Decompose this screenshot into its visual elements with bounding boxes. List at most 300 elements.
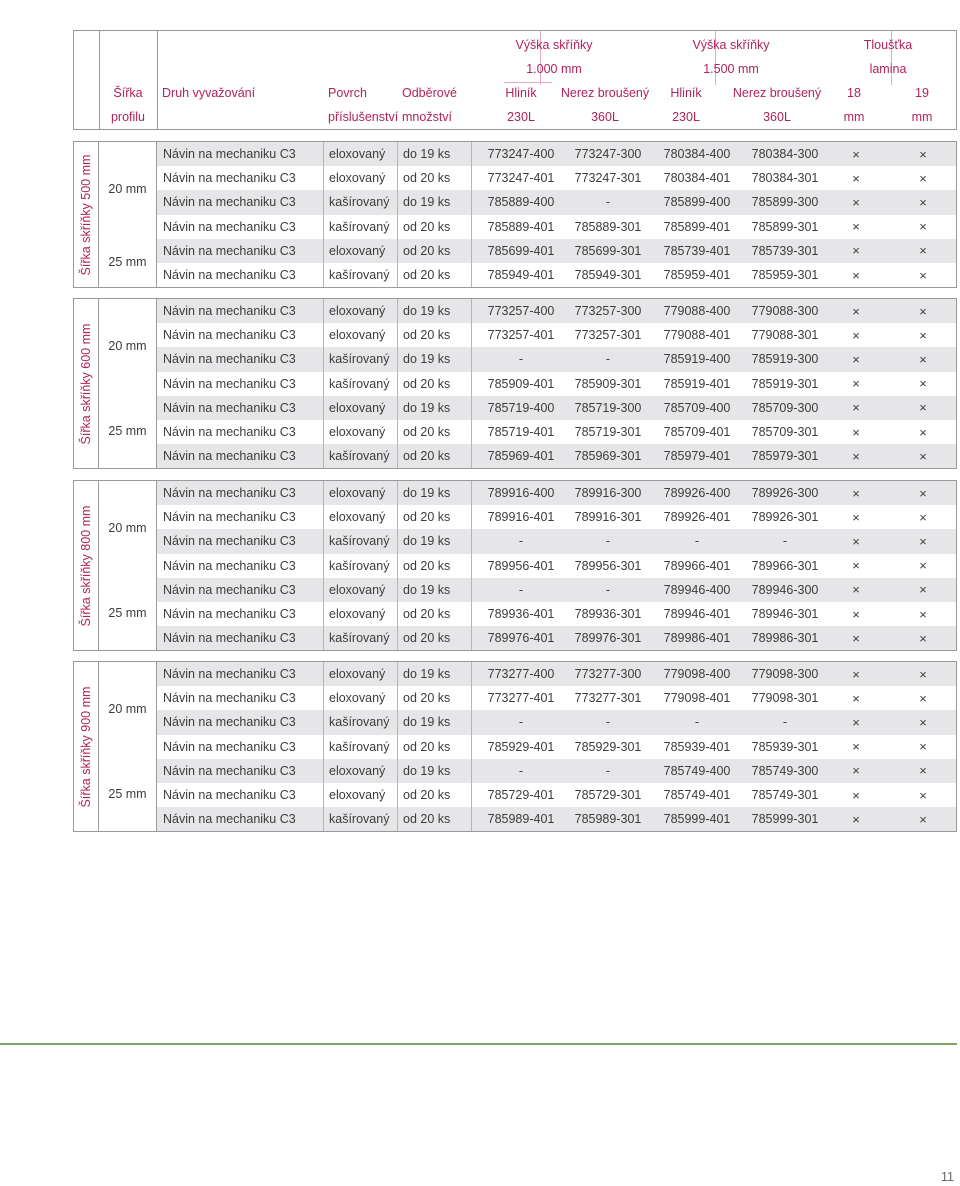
col-balance-type: Druh vyvažování — [162, 86, 256, 100]
table-cell: 785979-301 — [751, 449, 819, 464]
table-cell: od 20 ks — [403, 243, 451, 258]
col-230l-2: 230L — [672, 110, 700, 124]
height-1500-label: Výška skříňky — [692, 38, 770, 52]
col-quantity-label: množství — [402, 110, 453, 124]
profile-label: 25 mm — [108, 424, 147, 439]
table-cell: do 19 ks — [403, 352, 451, 367]
table-row — [157, 215, 956, 239]
cross-mark: × — [852, 558, 860, 574]
profile-column — [99, 142, 157, 287]
table-cell: Návin na mechaniku C3 — [163, 352, 296, 367]
column-divider — [323, 142, 324, 287]
section-label: Šířka skříňky 500 mm — [79, 154, 93, 276]
section-rows — [157, 142, 956, 287]
table-cell: Návin na mechaniku C3 — [163, 739, 296, 754]
table-cell: 785919-400 — [663, 352, 731, 367]
table-cell: 789976-401 — [487, 631, 555, 646]
table-cell: 779098-300 — [751, 667, 819, 682]
table-cell: 785919-401 — [663, 376, 731, 391]
table-cell: 773257-301 — [574, 328, 642, 343]
cross-mark: × — [852, 376, 860, 392]
table-cell: eloxovaný — [329, 400, 386, 415]
table-cell: - — [605, 195, 611, 210]
cross-mark: × — [919, 714, 927, 730]
section-side — [74, 299, 99, 468]
cross-mark: × — [852, 219, 860, 235]
table-cell: Návin na mechaniku C3 — [163, 582, 296, 597]
table-cell: eloxovaný — [329, 304, 386, 319]
col-surface: Povrch — [328, 86, 367, 100]
height-1000-label: Výška skříňky — [515, 38, 593, 52]
cross-mark: × — [919, 509, 927, 525]
table-cell: 785889-400 — [487, 195, 555, 210]
table-cell: - — [605, 763, 611, 778]
table-cell: 785919-301 — [751, 376, 819, 391]
table-row — [157, 166, 956, 190]
col-hlinik-2: Hliník — [670, 86, 702, 100]
table-cell: 780384-300 — [751, 147, 819, 162]
cross-mark: × — [852, 194, 860, 210]
table-cell: - — [605, 715, 611, 730]
profile-label: 20 mm — [108, 339, 147, 354]
table-cell: 785739-301 — [751, 243, 819, 258]
table-cell: Návin na mechaniku C3 — [163, 667, 296, 682]
table-cell: do 19 ks — [403, 304, 451, 319]
table-cell: Návin na mechaniku C3 — [163, 607, 296, 622]
table-cell: 773277-300 — [574, 667, 642, 682]
cross-mark: × — [919, 424, 927, 440]
table-cell: 785699-401 — [487, 243, 555, 258]
profile-label: 20 mm — [108, 702, 147, 717]
table-cell: 785909-301 — [574, 376, 642, 391]
table-cell: od 20 ks — [403, 691, 451, 706]
table-cell: 773247-400 — [487, 147, 555, 162]
cross-mark: × — [919, 351, 927, 367]
cross-mark: × — [852, 243, 860, 259]
column-divider — [397, 299, 398, 468]
table-cell: 785909-401 — [487, 376, 555, 391]
table-row — [157, 263, 956, 287]
page-number: 11 — [941, 1170, 954, 1184]
table-row — [157, 239, 956, 263]
table-cell: Návin na mechaniku C3 — [163, 631, 296, 646]
cross-mark: × — [919, 170, 927, 186]
table-cell: od 20 ks — [403, 328, 451, 343]
table-cell: 789916-300 — [574, 486, 642, 501]
profile-column — [99, 662, 157, 831]
table-cell: kašírovaný — [329, 715, 390, 730]
table-row — [157, 626, 956, 650]
table-cell: 785729-401 — [487, 788, 555, 803]
table-cell: kašírovaný — [329, 449, 390, 464]
table-cell: - — [518, 582, 524, 597]
table-cell: do 19 ks — [403, 195, 451, 210]
table-cell: 785899-400 — [663, 195, 731, 210]
table-cell: Návin na mechaniku C3 — [163, 171, 296, 186]
section-side — [74, 142, 99, 287]
table-cell: od 20 ks — [403, 268, 451, 283]
table-cell: od 20 ks — [403, 607, 451, 622]
table-cell: Návin na mechaniku C3 — [163, 268, 296, 283]
cross-mark: × — [852, 582, 860, 598]
table-cell: - — [605, 582, 611, 597]
table-cell: od 20 ks — [403, 510, 451, 525]
table-row — [157, 420, 956, 444]
table-cell: kašírovaný — [329, 352, 390, 367]
table-cell: - — [694, 715, 700, 730]
table-row — [157, 686, 956, 710]
table-cell: eloxovaný — [329, 788, 386, 803]
column-divider — [397, 142, 398, 287]
table-cell: Návin na mechaniku C3 — [163, 510, 296, 525]
section-table — [73, 661, 957, 832]
table-cell: 785999-301 — [751, 812, 819, 827]
table-row — [157, 529, 956, 553]
table-cell: 789926-301 — [751, 510, 819, 525]
table-cell: 785709-401 — [663, 425, 731, 440]
cross-mark: × — [919, 787, 927, 803]
table-cell: 779098-301 — [751, 691, 819, 706]
table-cell: kašírovaný — [329, 739, 390, 754]
cross-mark: × — [852, 787, 860, 803]
cross-mark: × — [852, 146, 860, 162]
table-cell: 785709-301 — [751, 425, 819, 440]
cross-mark: × — [919, 303, 927, 319]
table-cell: od 20 ks — [403, 376, 451, 391]
table-cell: eloxovaný — [329, 243, 386, 258]
table-cell: Návin na mechaniku C3 — [163, 243, 296, 258]
table-cell: 785899-301 — [751, 219, 819, 234]
table-cell: 773247-300 — [574, 147, 642, 162]
cross-mark: × — [919, 146, 927, 162]
table-cell: 789956-401 — [487, 558, 555, 573]
col-nerez-2: Nerez broušený — [732, 86, 822, 100]
cross-mark: × — [852, 811, 860, 827]
table-row — [157, 299, 956, 323]
lamina-label: lamina — [869, 62, 907, 76]
table-cell: od 20 ks — [403, 558, 451, 573]
table-cell: 789916-301 — [574, 510, 642, 525]
table-cell: 789946-301 — [751, 607, 819, 622]
table-cell: 779088-300 — [751, 304, 819, 319]
table-row — [157, 662, 956, 686]
section-label: Šířka skříňky 900 mm — [79, 686, 93, 808]
table-row — [157, 190, 956, 214]
table-cell: do 19 ks — [403, 715, 451, 730]
table-cell: 789956-301 — [574, 558, 642, 573]
table-cell: kašírovaný — [329, 219, 390, 234]
header-divider — [157, 30, 158, 130]
table-cell: kašírovaný — [329, 631, 390, 646]
table-row — [157, 759, 956, 783]
table-cell: - — [605, 352, 611, 367]
table-cell: Návin na mechaniku C3 — [163, 691, 296, 706]
table-row — [157, 578, 956, 602]
table-cell: od 20 ks — [403, 219, 451, 234]
table-cell: od 20 ks — [403, 739, 451, 754]
table-row — [157, 372, 956, 396]
cross-mark: × — [919, 763, 927, 779]
cross-mark: × — [852, 351, 860, 367]
table-row — [157, 444, 956, 468]
section-rows — [157, 299, 956, 468]
table-cell: 773257-300 — [574, 304, 642, 319]
table-cell: 789926-400 — [663, 486, 731, 501]
cross-mark: × — [852, 485, 860, 501]
table-cell: od 20 ks — [403, 812, 451, 827]
table-cell: kašírovaný — [329, 812, 390, 827]
table-cell: 785709-300 — [751, 400, 819, 415]
table-cell: Návin na mechaniku C3 — [163, 376, 296, 391]
table-cell: 785939-301 — [751, 739, 819, 754]
cross-mark: × — [919, 448, 927, 464]
table-cell: - — [518, 715, 524, 730]
table-cell: 789966-401 — [663, 558, 731, 573]
col-profile-label: profilu — [110, 110, 146, 124]
table-cell: Návin na mechaniku C3 — [163, 219, 296, 234]
table-cell: od 20 ks — [403, 631, 451, 646]
table-row — [157, 783, 956, 807]
table-cell: 780384-301 — [751, 171, 819, 186]
height-1000-value: 1.000 mm — [526, 62, 582, 76]
column-divider — [397, 481, 398, 650]
table-cell: 789946-300 — [751, 582, 819, 597]
table-cell: eloxovaný — [329, 763, 386, 778]
cross-mark: × — [919, 267, 927, 283]
profile-column — [99, 299, 157, 468]
table-cell: 789936-301 — [574, 607, 642, 622]
table-cell: 785949-301 — [574, 268, 642, 283]
cross-mark: × — [852, 170, 860, 186]
table-cell: 773277-301 — [574, 691, 642, 706]
table-cell: 785899-401 — [663, 219, 731, 234]
section-rows — [157, 481, 956, 650]
cross-mark: × — [919, 666, 927, 682]
table-cell: Návin na mechaniku C3 — [163, 425, 296, 440]
table-cell: Návin na mechaniku C3 — [163, 328, 296, 343]
col-360l-1: 360L — [591, 110, 619, 124]
table-cell: Návin na mechaniku C3 — [163, 486, 296, 501]
table-cell: 779088-301 — [751, 328, 819, 343]
table-cell: 785899-300 — [751, 195, 819, 210]
table-row — [157, 142, 956, 166]
table-cell: 789976-301 — [574, 631, 642, 646]
table-cell: eloxovaný — [329, 667, 386, 682]
cross-mark: × — [919, 327, 927, 343]
table-cell: 785729-301 — [574, 788, 642, 803]
table-cell: eloxovaný — [329, 171, 386, 186]
section-rows — [157, 662, 956, 831]
table-row — [157, 323, 956, 347]
table-cell: 789916-401 — [487, 510, 555, 525]
table-cell: 785749-401 — [663, 788, 731, 803]
col-order-label: Odběrové — [402, 86, 457, 100]
table-cell: 789946-400 — [663, 582, 731, 597]
cross-mark: × — [919, 400, 927, 416]
table-row — [157, 347, 956, 371]
table-cell: 773257-400 — [487, 304, 555, 319]
table-cell: - — [694, 534, 700, 549]
cross-mark: × — [852, 303, 860, 319]
table-cell: 773277-400 — [487, 667, 555, 682]
table-cell: kašírovaný — [329, 558, 390, 573]
cross-mark: × — [852, 448, 860, 464]
table-cell: Návin na mechaniku C3 — [163, 534, 296, 549]
table-cell: 779088-400 — [663, 304, 731, 319]
table-cell: 780384-401 — [663, 171, 731, 186]
table-cell: 789916-400 — [487, 486, 555, 501]
col-18-mm: mm — [843, 110, 865, 124]
col-230l-1: 230L — [507, 110, 535, 124]
table-cell: 785749-400 — [663, 763, 731, 778]
footer-rule — [0, 1043, 957, 1045]
cross-mark: × — [852, 533, 860, 549]
table-row — [157, 396, 956, 420]
table-cell: od 20 ks — [403, 449, 451, 464]
table-cell: 785949-401 — [487, 268, 555, 283]
cross-mark: × — [852, 630, 860, 646]
section-side — [74, 662, 99, 831]
height-1500-value: 1.500 mm — [703, 62, 759, 76]
table-cell: 773247-301 — [574, 171, 642, 186]
cross-mark: × — [852, 327, 860, 343]
cross-mark: × — [852, 509, 860, 525]
table-row — [157, 710, 956, 734]
table-cell: 773277-401 — [487, 691, 555, 706]
cross-mark: × — [852, 666, 860, 682]
cross-mark: × — [919, 485, 927, 501]
column-divider — [471, 299, 472, 468]
table-cell: 785959-401 — [663, 268, 731, 283]
table-row — [157, 735, 956, 759]
cross-mark: × — [852, 424, 860, 440]
cross-mark: × — [919, 243, 927, 259]
profile-label: 25 mm — [108, 606, 147, 621]
section-table — [73, 141, 957, 288]
table-cell: 789936-401 — [487, 607, 555, 622]
table-row — [157, 807, 956, 831]
table-cell: do 19 ks — [403, 582, 451, 597]
table-cell: od 20 ks — [403, 788, 451, 803]
table-cell: 789986-401 — [663, 631, 731, 646]
table-cell: 779098-401 — [663, 691, 731, 706]
table-cell: Návin na mechaniku C3 — [163, 400, 296, 415]
table-cell: 789946-401 — [663, 607, 731, 622]
table-row — [157, 602, 956, 626]
profile-label: 25 mm — [108, 787, 147, 802]
table-cell: eloxovaný — [329, 147, 386, 162]
column-divider — [471, 142, 472, 287]
cross-mark: × — [852, 400, 860, 416]
section-table — [73, 298, 957, 469]
table-cell: od 20 ks — [403, 425, 451, 440]
cross-mark: × — [852, 763, 860, 779]
cross-mark: × — [919, 739, 927, 755]
col-width-label: Šířka — [113, 86, 143, 100]
profile-label: 20 mm — [108, 182, 147, 197]
cross-mark: × — [852, 739, 860, 755]
table-cell: 785969-301 — [574, 449, 642, 464]
col-18: 18 — [847, 86, 861, 100]
cross-mark: × — [852, 606, 860, 622]
table-cell: 779098-400 — [663, 667, 731, 682]
table-cell: 785979-401 — [663, 449, 731, 464]
col-19: 19 — [915, 86, 929, 100]
profile-label: 20 mm — [108, 521, 147, 536]
table-cell: 785709-400 — [663, 400, 731, 415]
table-cell: 789926-300 — [751, 486, 819, 501]
table-cell: do 19 ks — [403, 147, 451, 162]
table-cell: 785969-401 — [487, 449, 555, 464]
table-cell: - — [518, 534, 524, 549]
cross-mark: × — [852, 267, 860, 283]
cross-mark: × — [919, 558, 927, 574]
table-cell: 785929-401 — [487, 739, 555, 754]
cross-mark: × — [919, 376, 927, 392]
table-cell: 789966-301 — [751, 558, 819, 573]
table-cell: 785929-301 — [574, 739, 642, 754]
table-cell: 785919-300 — [751, 352, 819, 367]
table-cell: Návin na mechaniku C3 — [163, 715, 296, 730]
table-cell: do 19 ks — [403, 763, 451, 778]
table-cell: 785989-401 — [487, 812, 555, 827]
cross-mark: × — [919, 811, 927, 827]
cross-mark: × — [852, 714, 860, 730]
table-cell: 785699-301 — [574, 243, 642, 258]
table-cell: 785889-401 — [487, 219, 555, 234]
table-cell: eloxovaný — [329, 510, 386, 525]
table-cell: kašírovaný — [329, 268, 390, 283]
table-cell: 785719-401 — [487, 425, 555, 440]
table-cell: 785989-301 — [574, 812, 642, 827]
table-cell: - — [518, 352, 524, 367]
table-cell: Návin na mechaniku C3 — [163, 304, 296, 319]
section-table — [73, 480, 957, 651]
table-row — [157, 554, 956, 578]
col-360l-2: 360L — [763, 110, 791, 124]
section-label: Šířka skříňky 800 mm — [79, 505, 93, 627]
table-cell: 773257-401 — [487, 328, 555, 343]
table-cell: 779088-401 — [663, 328, 731, 343]
section-side — [74, 481, 99, 650]
table-cell: 785719-400 — [487, 400, 555, 415]
table-cell: 785939-401 — [663, 739, 731, 754]
table-cell: do 19 ks — [403, 400, 451, 415]
column-divider — [323, 662, 324, 831]
col-hlinik-1: Hliník — [505, 86, 537, 100]
column-divider — [471, 481, 472, 650]
column-divider — [323, 481, 324, 650]
col-nerez-1: Nerez broušený — [560, 86, 650, 100]
cross-mark: × — [852, 690, 860, 706]
cross-mark: × — [919, 219, 927, 235]
table-cell: do 19 ks — [403, 534, 451, 549]
table-row — [157, 505, 956, 529]
table-cell: Návin na mechaniku C3 — [163, 449, 296, 464]
table-cell: eloxovaný — [329, 486, 386, 501]
table-cell: eloxovaný — [329, 582, 386, 597]
table-cell: do 19 ks — [403, 486, 451, 501]
table-cell: eloxovaný — [329, 425, 386, 440]
table-cell: 789926-401 — [663, 510, 731, 525]
col-19-mm: mm — [911, 110, 933, 124]
cross-mark: × — [919, 194, 927, 210]
table-cell: 785999-401 — [663, 812, 731, 827]
table-cell: Návin na mechaniku C3 — [163, 812, 296, 827]
table-cell: 785739-401 — [663, 243, 731, 258]
cross-mark: × — [919, 690, 927, 706]
table-cell: kašírovaný — [329, 195, 390, 210]
